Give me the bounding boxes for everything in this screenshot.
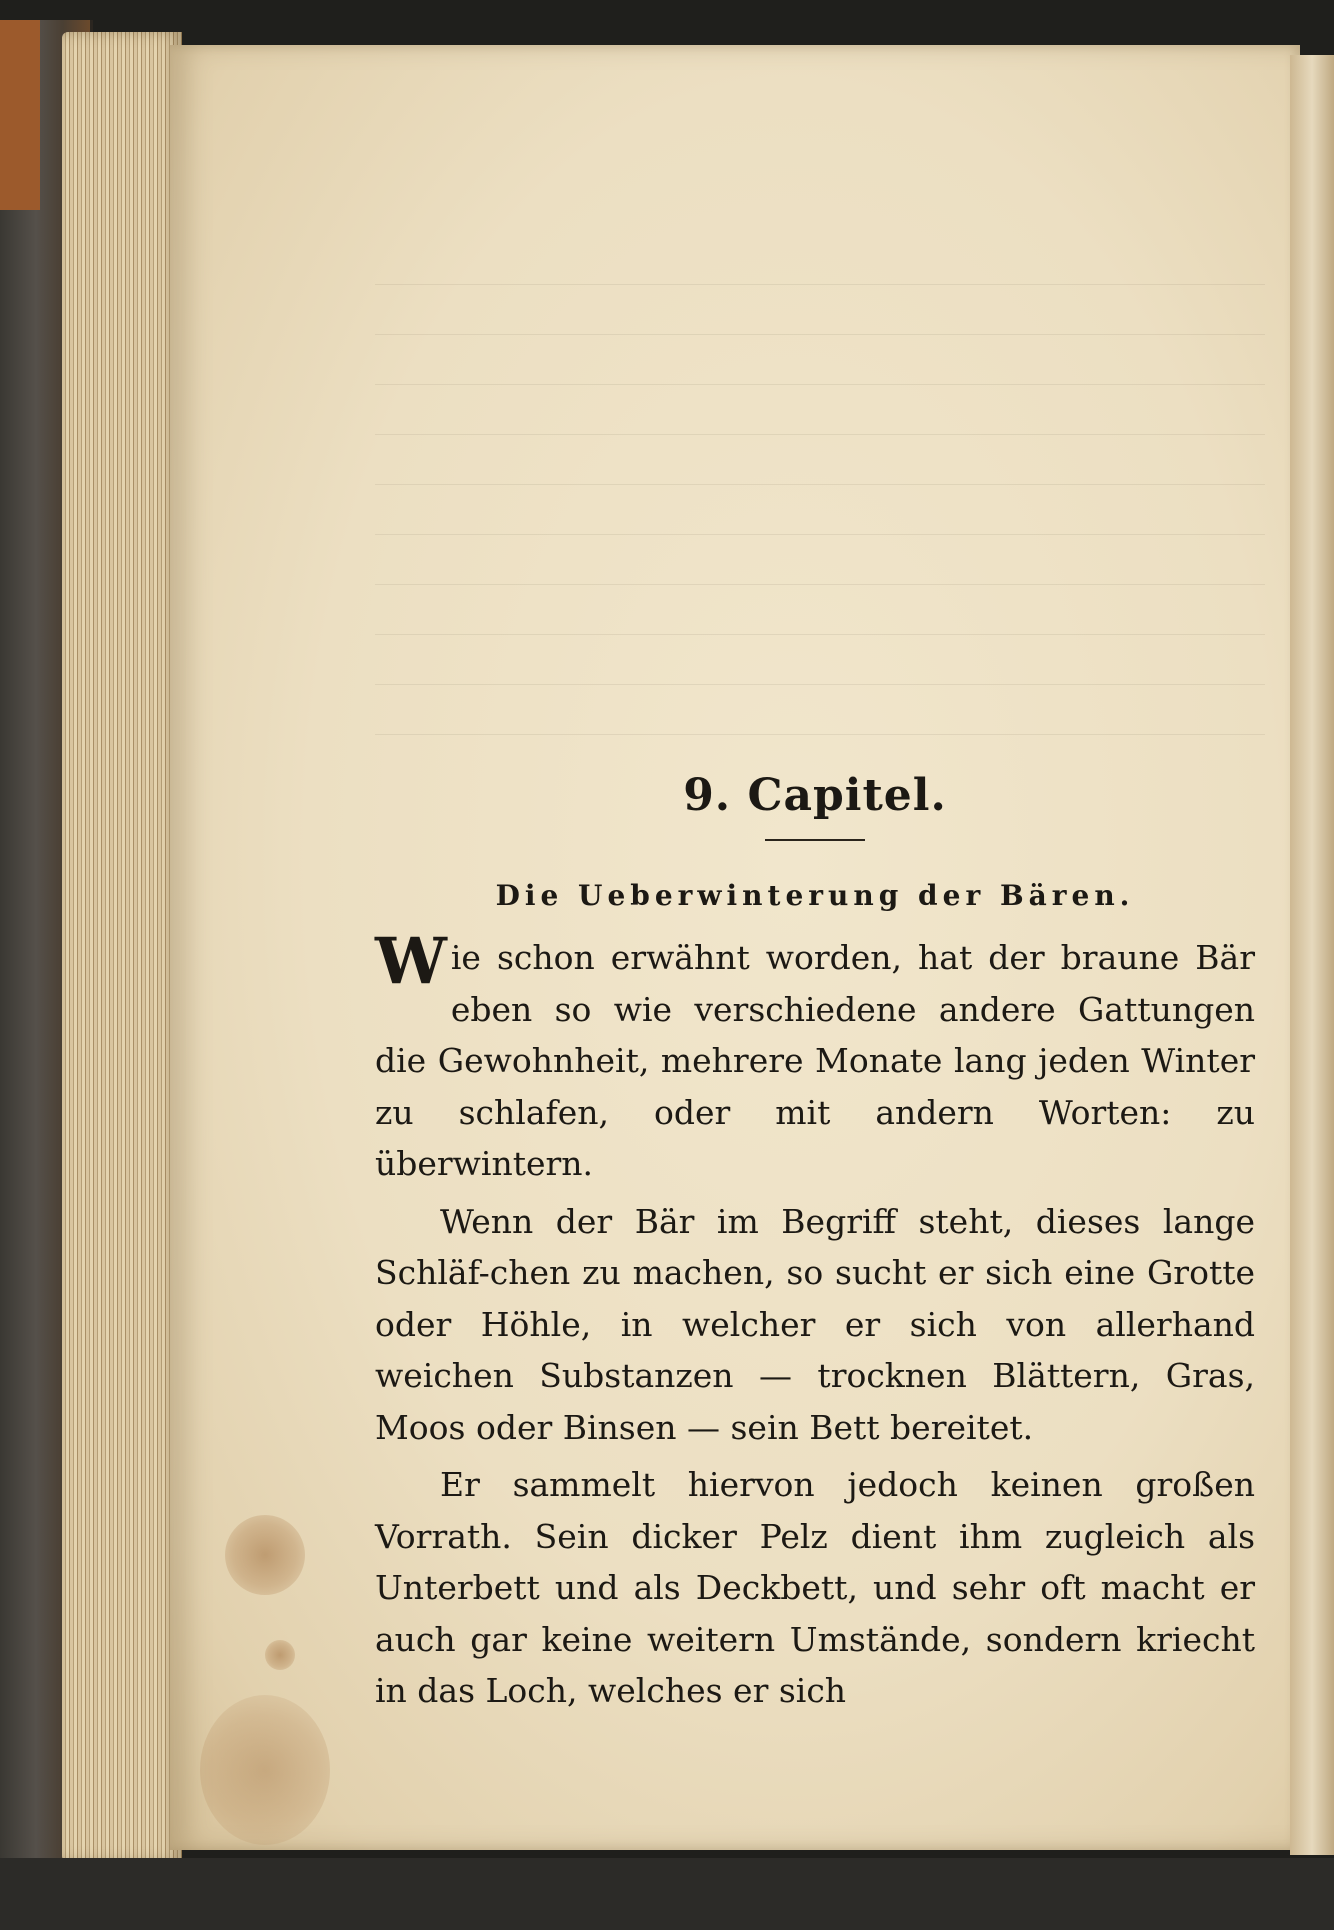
chapter-subtitle: Die Ueberwinterung der Bären. [495,879,1135,912]
foxing-stain [265,1640,295,1670]
paragraph-3: Er sammelt hiervon jedoch keinen großen Vorrath. Sein dicker Pelz dient ihm zugleich als Unterbett und als Deckbett, und sehr oft macht er auch gar keine weitern Umstände, sondern kriecht in das Loch, welches er sich [375,1465,1255,1710]
paragraph-text: ie schon erwähnt worden, hat der braune Bär eben so wie verschiedene andere Gattungen die Gewohnheit, mehrere Monate lang jeden Winter zu schlafen, oder mit andern Worten: zu überwintern. [375,938,1255,1183]
page-content [375,770,1255,1723]
scan-background [0,1858,1334,1930]
paragraph-2: Wenn der Bär im Begriff steht, dieses lange Schläf-chen zu machen, so sucht er sich eine Grotte oder Höhle, in welcher er sich von allerhand weichen Substanzen — trocknen Blättern, Gras, Moos oder Binsen — sein Bett bereitet. [375,1201,1255,1447]
page-edges [62,32,182,1862]
page-gutter [1290,55,1334,1855]
foxing-stain [200,1695,330,1845]
title-rule [765,839,865,841]
show-through-texture [375,235,1265,735]
worn-cover-corner [0,20,40,210]
chapter-title: 9. Capitel. [683,770,947,821]
drop-cap: W [375,924,447,999]
foxing-stain [225,1515,305,1595]
paragraph-1 [375,924,1255,1190]
